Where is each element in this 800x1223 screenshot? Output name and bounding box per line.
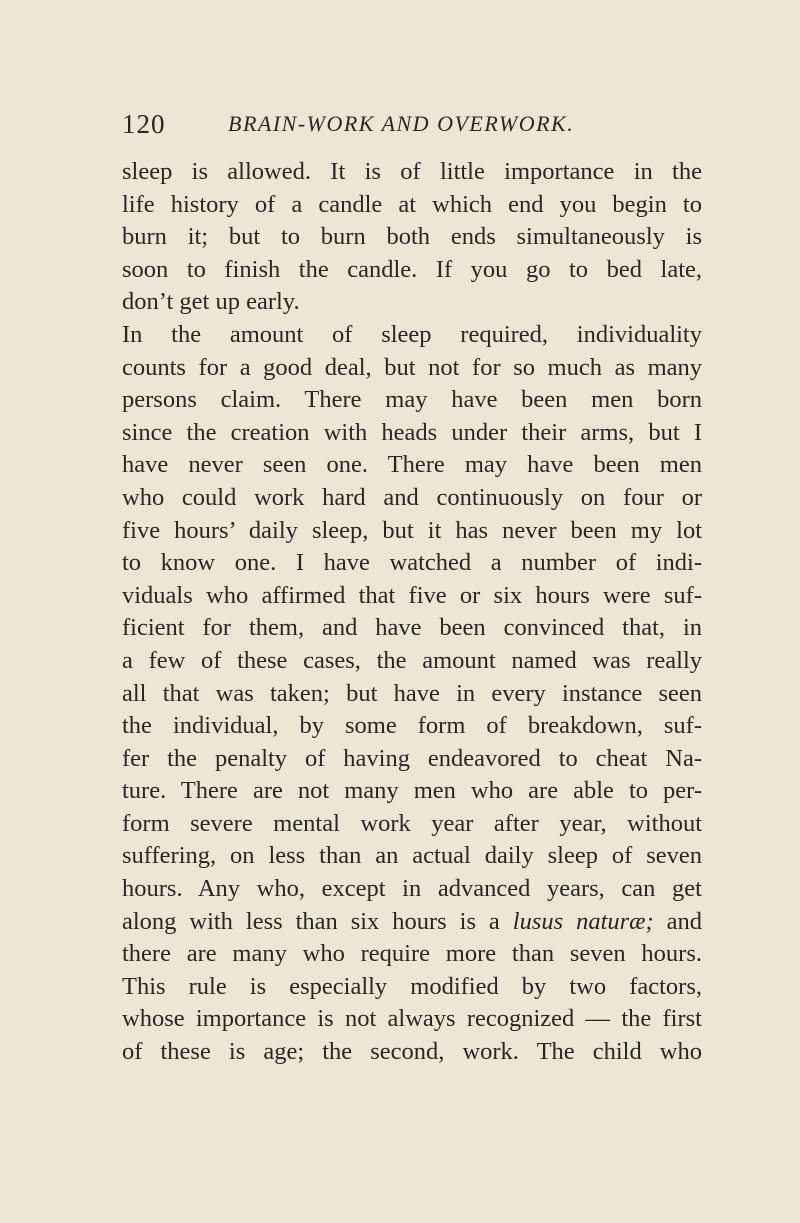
text-line: ficient for them, and have been convinced that, in bbox=[122, 614, 702, 642]
text-line: persons claim. There may have been men born bbox=[122, 386, 702, 414]
text-line: the individual, by some form of breakdown, suf- bbox=[122, 712, 702, 740]
text-line: viduals who affirmed that five or six hours were suf- bbox=[122, 581, 702, 609]
text-line: burn it; but to burn both ends simultaneously is bbox=[122, 223, 702, 251]
text-line: whose importance is not always recognized — the first bbox=[122, 1005, 702, 1033]
running-title: BRAIN-WORK AND OVERWORK. bbox=[228, 111, 575, 136]
text-line: five hours’ daily sleep, but it has never been my lot bbox=[122, 516, 702, 544]
text-line: sleep is allowed. It is of little importance in the bbox=[122, 158, 702, 185]
text-line: counts for a good deal, but not for so much as many bbox=[122, 353, 702, 381]
running-head bbox=[122, 104, 702, 144]
text-line: who could work hard and continuously on four or bbox=[122, 483, 702, 511]
text-line: form severe mental work year after year, without bbox=[122, 809, 702, 837]
text-line: This rule is especially modified by two factors, bbox=[122, 972, 702, 1000]
text-line: soon to finish the candle. If you go to bed late, bbox=[122, 255, 702, 283]
text-line: ture. There are not many men who are able to per- bbox=[122, 777, 702, 805]
text-segment: and bbox=[666, 907, 703, 935]
text-line: there are many who require more than seven hours. bbox=[122, 940, 702, 968]
text-line: In the amount of sleep required, individuality bbox=[122, 320, 702, 348]
text-line: hours. Any who, except in advanced years, can get bbox=[122, 875, 702, 903]
text-line: a few of these cases, the amount named was really bbox=[122, 646, 702, 674]
text-line: don’t get up early. bbox=[122, 288, 300, 316]
text-line: of these is age; the second, work. The child who bbox=[122, 1038, 702, 1066]
text-line: have never seen one. There may have been men bbox=[122, 451, 702, 479]
text-line: to know one. I have watched a number of indi- bbox=[122, 549, 702, 577]
text-line: fer the penalty of having endeavored to cheat Na- bbox=[122, 744, 702, 772]
page-number: 120 bbox=[122, 109, 166, 139]
text-line-with-italic bbox=[122, 906, 702, 939]
text-segment: along with less than six hours is a bbox=[122, 907, 500, 935]
text-line: life history of a candle at which end you begin to bbox=[122, 190, 702, 218]
body-text bbox=[122, 156, 702, 1069]
text-line: since the creation with heads under their arms, but I bbox=[122, 418, 702, 446]
text-line: all that was taken; but have in every instance seen bbox=[122, 679, 702, 707]
text-line: suffering, on less than an actual daily sleep of seven bbox=[122, 842, 702, 870]
italic-phrase: lusus naturæ; bbox=[512, 907, 654, 935]
